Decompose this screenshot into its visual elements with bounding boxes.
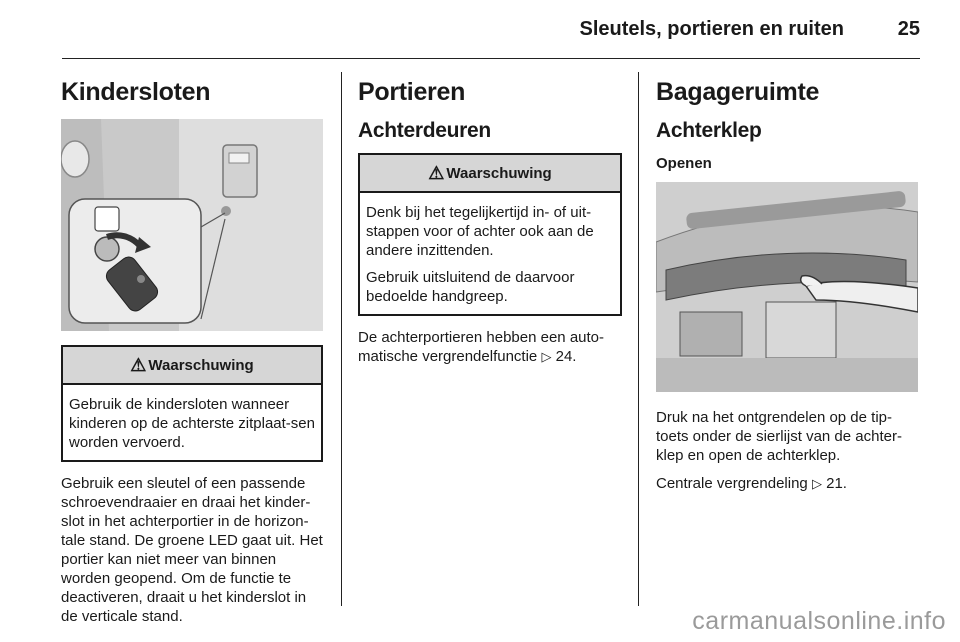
page-ref-icon: ▷ [541, 349, 552, 364]
warning-triangle-icon: ⚠ [130, 354, 147, 375]
subsubsection-heading: Openen [656, 155, 712, 172]
section-heading: Portieren [358, 78, 466, 106]
section-heading: Bagageruimte [656, 78, 820, 106]
warning-text: Gebruik de kindersloten wanneer kinderen op de achterste zitplaat-sen worden vervoerd. [69, 396, 315, 451]
column-kindersloten [61, 70, 323, 635]
body-text-content: Centrale vergrendeling [656, 475, 808, 492]
warning-text: Gebruik uitsluitend de daarvoor bedoelde handgreep. [366, 269, 575, 305]
section-heading: Kindersloten [61, 78, 211, 106]
warning-body [360, 193, 620, 314]
warning-box [61, 345, 323, 462]
child-lock-key-illustration [61, 119, 323, 331]
body-text-content: De achterportieren hebben een auto-matische vergrendelfunctie [358, 329, 605, 365]
warning-box [358, 153, 622, 316]
page-header [0, 0, 960, 62]
body-text: Gebruik een sleutel of een passende schroevendraaier en draai het kinder-slot in het achterportier in de horizon-tale stand. De groene LED gaat uit. Het portier kan niet meer van binnen worden geopend. Om de functie te deactiveren, draait u het kinderslot in de verticale stand. [61, 475, 323, 625]
page-ref-icon: ▷ [811, 476, 822, 491]
warning-title: Waarschuwing [446, 164, 552, 182]
warning-text: Denk bij het tegelijkertijd in- of uit-stappen voor of achter ook aan de andere inzittenden. [366, 204, 594, 259]
body-text [656, 474, 920, 493]
warning-triangle-icon: ⚠ [428, 162, 445, 183]
page-number: 25 [897, 18, 920, 40]
subsection-heading: Achterdeuren [358, 119, 491, 142]
warning-header [63, 347, 321, 385]
column-portieren [358, 70, 622, 375]
page-ref-link[interactable]: 24. [555, 348, 577, 365]
tailgate-open-illustration [656, 182, 918, 392]
page-ref-link[interactable]: 21. [826, 475, 847, 492]
warning-body [63, 385, 321, 460]
body-text: Druk na het ontgrendelen op de tip-toets onder de sierlijst van de achter-klep en open de achterklep. [656, 409, 902, 464]
warning-title: Waarschuwing [148, 356, 254, 374]
chapter-title: Sleutels, portieren en ruiten [579, 18, 844, 40]
warning-header [360, 155, 620, 193]
watermark: carmanualsonline.info [692, 607, 946, 635]
column-bagageruimte [656, 70, 920, 502]
header-divider [62, 58, 920, 59]
body-text [358, 328, 622, 366]
subsection-heading: Achterklep [656, 119, 762, 142]
column-divider [341, 72, 342, 606]
column-divider [638, 72, 639, 606]
